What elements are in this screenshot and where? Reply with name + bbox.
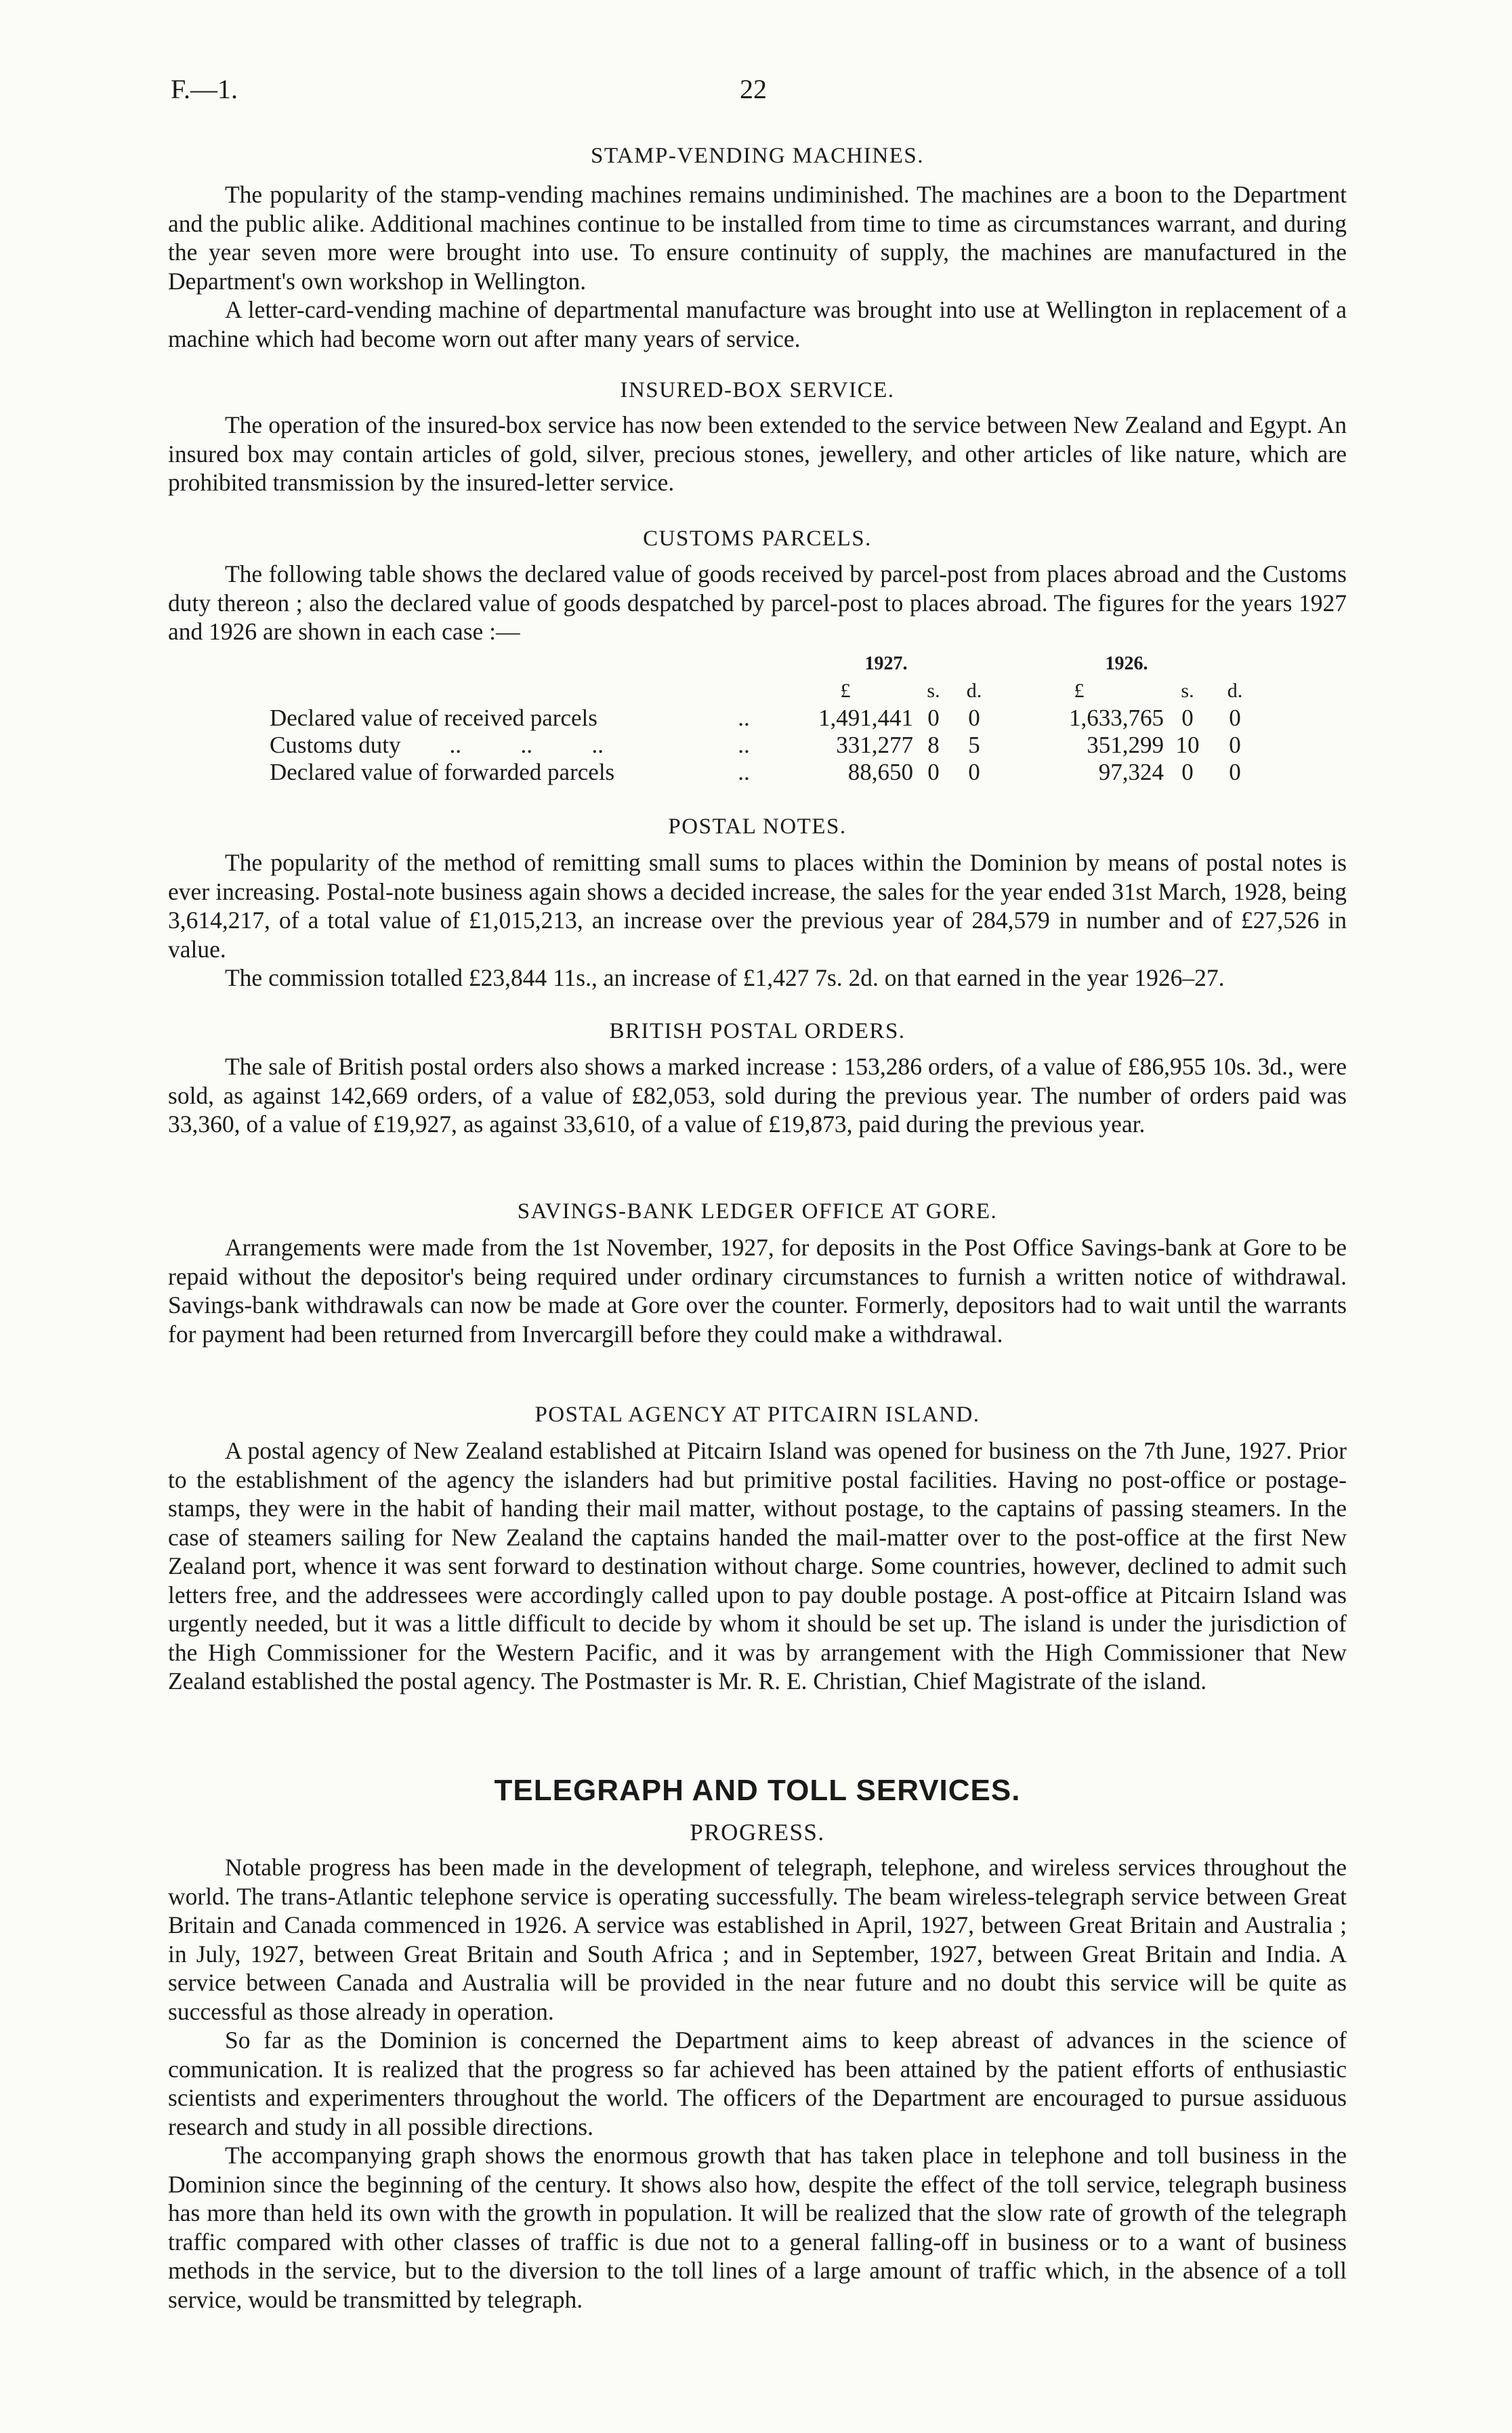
value-1927-shillings: 0: [927, 759, 940, 785]
section-body-gore: [168, 1233, 1347, 1348]
paragraph: A postal agency of New Zealand established at Pitcairn Island was opened for business on the 7th June, 1927. Prior to the establishment of the agency the islanders had but primitive postal facilities. Having no post-office or postage-stamps, they were in the habit of handing their mail matter, without postage, to the captains of passing steamers. In the case of steamers sailing for New Zealand the captains handed the mail-matter over to the post-office at the first New Zealand port, whence it was sent forward to destination without charge. Some countries, however, declined to admit such letters free, and the addressees were accordingly called upon to pay double postage. A post-office at Pitcairn Island was urgently needed, but it was a little difficult to decide by whom it should be set up. The island is under the jurisdiction of the High Commissioner for the Western Pacific, and it was by arrangement with the High Commissioner that New Zealand established the postal agency. The Postmaster is Mr. R. E. Christian, Chief Magistrate of the island.: [168, 1437, 1347, 1694]
table-row: [270, 759, 1259, 786]
value-1927-pounds: 1,491,441: [818, 705, 913, 731]
section-body-pitcairn: [168, 1436, 1347, 1696]
unit-shillings: s.: [1181, 680, 1194, 702]
paragraph: The popularity of the method of remitting small sums to places within the Dominion by means of postal notes is ever increasing. Postal-note business again shows a decided increase, the sales for the year ended 31st March, 1928, being 3,614,217, of a total value of £1,015,213, an increase over the previous year of 284,579 in number and of £27,526 in value.: [168, 849, 1347, 963]
value-1927-shillings: 0: [927, 705, 940, 731]
unit-shillings: s.: [927, 680, 940, 702]
paragraph: The operation of the insured-box service has now been extended to the service between New Zealand and Egypt. An insured box may contain articles of gold, silver, precious stones, jewellery, and other articles of like nature, which are prohibited transmission by the insured-letter service.: [168, 411, 1347, 496]
section-title-postal-notes: POSTAL NOTES.: [668, 814, 847, 839]
year-heading-1926: 1926.: [1105, 653, 1148, 674]
section-body-telegraph: [168, 1853, 1347, 2314]
paragraph: The following table shows the declared value of goods received by parcel-post from places abroad and the Customs duty thereon ; also the declared value of goods despatched by parcel-post to places abroad. The figures for the years 1927 and 1926 are shown in each case :—: [168, 560, 1347, 645]
table-row: [270, 732, 1259, 759]
customs-parcels-table: [270, 650, 1259, 786]
value-1926-shillings: 0: [1181, 705, 1194, 731]
row-label: Declared value of forwarded parcels: [270, 759, 615, 785]
year-heading-1927: 1927.: [864, 653, 908, 674]
section-title-customs-parcels: CUSTOMS PARCELS.: [643, 526, 872, 551]
value-1926-pence: 0: [1229, 705, 1241, 731]
section-body-british-postal-orders: [168, 1052, 1347, 1139]
section-title-stamp-vending: STAMP-VENDING MACHINES.: [590, 144, 925, 168]
row-label: Declared value of received parcels: [270, 705, 597, 731]
value-1926-shillings: 10: [1175, 732, 1200, 758]
table-unit-header-row: [270, 678, 1259, 705]
section-title-gore: SAVINGS-BANK LEDGER OFFICE AT GORE.: [517, 1199, 998, 1224]
section-title-pitcairn: POSTAL AGENCY AT PITCAIRN ISLAND.: [534, 1402, 980, 1427]
paragraph: The popularity of the stamp-vending machines remains undiminished. The machines are a boon to the Department and the public alike. Additional machines continue to be installed from time to time as circumstances warrant, and during the year seven more were brought into use. To ensure continuity of supply, the machines are manufactured in the Department's own workshop in Wellington.: [168, 181, 1347, 295]
unit-pound: £: [1074, 680, 1085, 702]
table-row: [270, 705, 1259, 732]
section-title-insured-box: INSURED-BOX SERVICE.: [620, 378, 895, 402]
section-body-postal-notes: [168, 848, 1347, 993]
value-1926-pounds: 97,324: [1098, 759, 1164, 785]
dot-leader: ..: [738, 759, 750, 785]
unit-pence: d.: [1227, 680, 1243, 702]
section-subtitle-progress: PROGRESS.: [690, 1819, 825, 1846]
section-title-british-postal-orders: BRITISH POSTAL ORDERS.: [609, 1019, 906, 1043]
table-year-header-row: [270, 650, 1259, 678]
value-1927-pounds: 331,277: [836, 732, 913, 758]
value-1926-pence: 0: [1229, 732, 1241, 758]
paragraph: So far as the Dominion is concerned the Department aims to keep abreast of advances in the science of communication. It is realized that the progress so far achieved has been attained by the patient efforts of enthusiastic scientists and experimenters throughout the world. The officers of the Department are encouraged to pursue assiduous research and study in all possible directions.: [168, 2026, 1347, 2140]
value-1926-pounds: 351,299: [1087, 732, 1164, 758]
unit-pence: d.: [966, 680, 982, 702]
paragraph: The accompanying graph shows the enormous growth that has taken place in telephone and toll business in the Dominion since the beginning of the century. It shows also how, despite the effect of the toll service, telegraph business has more than held its own with the growth in population. It will be realized that the slow rate of growth of the telegraph traffic compared with other classes of traffic is due not to a general falling-off in business or to a want of business methods in the service, but to the diversion to the toll lines of a large amount of traffic which, in the absence of a toll service, would be transmitted by telegraph.: [168, 2142, 1347, 2313]
unit-pound: £: [840, 680, 851, 702]
value-1926-pence: 0: [1229, 759, 1241, 785]
dot-leader: ..: [738, 732, 750, 758]
section-body-stamp-vending: [168, 180, 1347, 353]
value-1927-pence: 5: [968, 732, 980, 758]
value-1927-pence: 0: [968, 759, 980, 785]
value-1926-pounds: 1,633,765: [1069, 705, 1164, 731]
paragraph: A letter-card-vending machine of departmental manufacture was brought into use at Wellington in replacement of a machine which had become worn out after many years of service.: [168, 296, 1347, 352]
row-label: Customs duty .. .. ..: [270, 732, 604, 758]
value-1927-pence: 0: [968, 705, 980, 731]
document-code: F.—1.: [171, 74, 238, 104]
section-body-insured-box: [168, 411, 1347, 497]
page-number: 22: [740, 74, 767, 104]
paragraph: The sale of British postal orders also shows a marked increase : 153,286 orders, of a value of £86,955 10s. 3d., were sold, as against 142,669 orders, of a value of £82,053, sold during the previous year. The number of orders paid was 33,360, of a value of £19,927, as against 33,610, of a value of £19,873, paid during the previous year.: [168, 1053, 1347, 1138]
value-1926-shillings: 0: [1181, 759, 1194, 785]
paragraph: The commission totalled £23,844 11s., an increase of £1,427 7s. 2d. on that earned in the year 1926–27.: [225, 964, 1225, 991]
paragraph: Arrangements were made from the 1st November, 1927, for deposits in the Post Office Savings-bank at Gore to be repaid without the depositor's being required under ordinary circumstances to furnish a written notice of withdrawal. Savings-bank withdrawals can now be made at Gore over the counter. Formerly, depositors had to wait until the warrants for payment had been returned from Invercargill before they could make a withdrawal.: [168, 1234, 1347, 1348]
dot-leader: ..: [738, 705, 750, 731]
value-1927-shillings: 8: [927, 732, 940, 758]
section-body-customs-parcels: [168, 560, 1347, 646]
value-1927-pounds: 88,650: [847, 759, 913, 785]
paragraph: Notable progress has been made in the development of telegraph, telephone, and wireless services throughout the world. The trans-Atlantic telephone service is operating successfully. The beam wireless-telegraph service between Great Britain and Canada commenced in 1926. A service was established in April, 1927, between Great Britain and Australia ; in July, 1927, between Great Britain and South Africa ; and in September, 1927, between Great Britain and India. A service between Canada and Australia will be provided in the near future and no doubt this service will be quite as successful as those already in operation.: [168, 1854, 1347, 2025]
section-title-telegraph-toll: TELEGRAPH AND TOLL SERVICES.: [494, 1774, 1021, 1807]
